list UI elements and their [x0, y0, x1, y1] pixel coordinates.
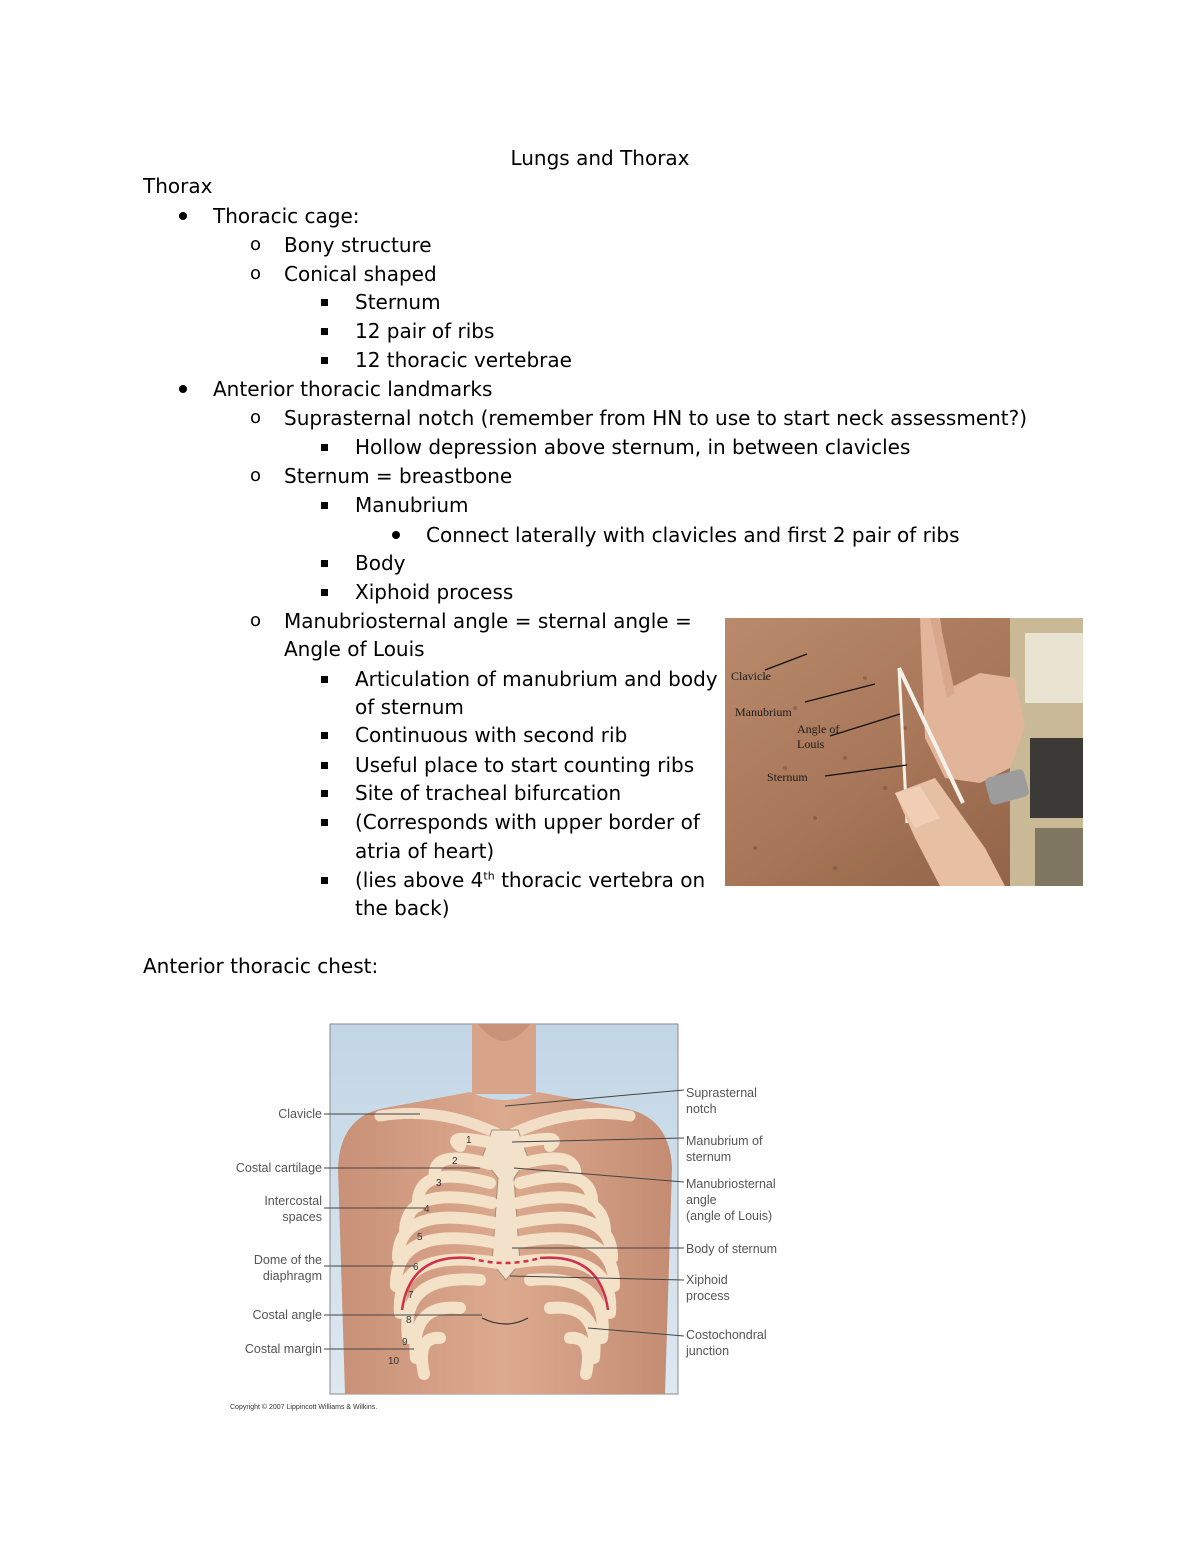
label-intercostal-1: Intercostal	[264, 1194, 322, 1208]
label-dome-2: diaphragm	[262, 1269, 322, 1283]
label-suprasternal-1: Suprasternal	[686, 1086, 757, 1100]
diagram-copyright: Copyright © 2007 Lippincott Williams & Wilkins.	[230, 1404, 378, 1411]
label-costal-angle: Costal angle	[252, 1308, 322, 1322]
list-item-continuation: the back)	[355, 896, 450, 920]
list-item: (Corresponds with upper border of	[355, 810, 700, 834]
list-item: Connect laterally with clavicles and first 2 pair of ribs	[426, 523, 960, 547]
photo-label-angle-1: Angle of	[797, 722, 840, 736]
label-dome-1: Dome of the	[253, 1253, 322, 1267]
list-item: Site of tracheal bifurcation	[355, 781, 622, 805]
list-item: Anterior thoracic landmarks	[213, 377, 493, 401]
list-item: Articulation of manubrium and body	[355, 667, 718, 691]
rib-number: 8	[406, 1315, 412, 1326]
rib-number: 5	[417, 1232, 423, 1243]
label-costochondral-2: junction	[686, 1344, 730, 1358]
photo-label-manubrium: Manubrium	[735, 705, 792, 719]
anterior-thorax-diagram	[220, 1018, 790, 1413]
label-manubriosternal-1: Manubriosternal	[686, 1177, 776, 1191]
label-suprasternal-2: notch	[686, 1102, 717, 1116]
label-manubrium-2: sternum	[686, 1150, 732, 1164]
list-item-continuation: Angle of Louis	[284, 637, 425, 661]
label-costochondral-1: Costochondral	[686, 1328, 767, 1342]
list-item: o Bony structure	[284, 231, 432, 259]
photo-label-angle-2: Louis	[797, 737, 825, 751]
rib-number: 4	[424, 1204, 430, 1215]
list-item: Thoracic cage:	[213, 204, 360, 228]
list-item: o Manubriosternal angle = sternal angle =	[284, 607, 692, 635]
list-item-continuation: atria of heart)	[355, 839, 495, 863]
list-item: o Conical shaped	[284, 260, 437, 288]
list-item: Useful place to start counting ribs	[355, 753, 695, 777]
label-body-sternum: Body of sternum	[686, 1242, 778, 1256]
label-intercostal-2: spaces	[282, 1210, 322, 1224]
list-item: (lies above 4th thoracic vertebra on	[355, 868, 706, 892]
list-item: o Sternum = breastbone	[284, 462, 512, 490]
rib-number: 9	[402, 1337, 408, 1348]
page-title: Lungs and Thorax	[510, 146, 690, 170]
list-item: o Suprasternal notch (remember from HN to use to start neck assessment?)	[284, 404, 1027, 432]
thorax-diagram-svg	[220, 1018, 790, 1413]
list-item: Manubrium	[355, 493, 469, 517]
label-xiphoid-1: Xiphoid	[686, 1273, 728, 1287]
label-costal-margin: Costal margin	[244, 1342, 322, 1356]
label-clavicle: Clavicle	[278, 1107, 322, 1121]
list-item: 12 thoracic vertebrae	[355, 348, 572, 372]
rib-number: 2	[452, 1156, 458, 1167]
list-item: Continuous with second rib	[355, 723, 628, 747]
label-costal-cartilage: Costal cartilage	[235, 1161, 322, 1175]
chest-heading: Anterior thoracic chest:	[143, 954, 379, 978]
rib-number: 1	[466, 1135, 472, 1146]
section-heading: Thorax	[143, 174, 213, 198]
list-item: Sternum	[355, 290, 441, 314]
list-item: Hollow depression above sternum, in between clavicles	[355, 435, 911, 459]
rib-number: 10	[388, 1356, 400, 1367]
photo-label-sternum: Sternum	[767, 770, 808, 784]
label-manubrium-1: Manubrium of	[686, 1134, 763, 1148]
photo-label-clavicle: Clavicle	[731, 669, 771, 683]
angle-of-louis-photo	[725, 618, 1083, 886]
list-item: Xiphoid process	[355, 580, 514, 604]
rib-number: 3	[436, 1178, 442, 1189]
list-item: 12 pair of ribs	[355, 319, 495, 343]
list-item: Body	[355, 551, 406, 575]
list-item-continuation: of sternum	[355, 695, 464, 719]
label-xiphoid-2: process	[686, 1289, 730, 1303]
rib-number: 7	[408, 1290, 414, 1301]
label-manubriosternal-3: (angle of Louis)	[686, 1209, 773, 1223]
label-manubriosternal-2: angle	[686, 1193, 717, 1207]
rib-number: 6	[413, 1262, 419, 1273]
chest-photo-illustration	[725, 618, 1083, 886]
